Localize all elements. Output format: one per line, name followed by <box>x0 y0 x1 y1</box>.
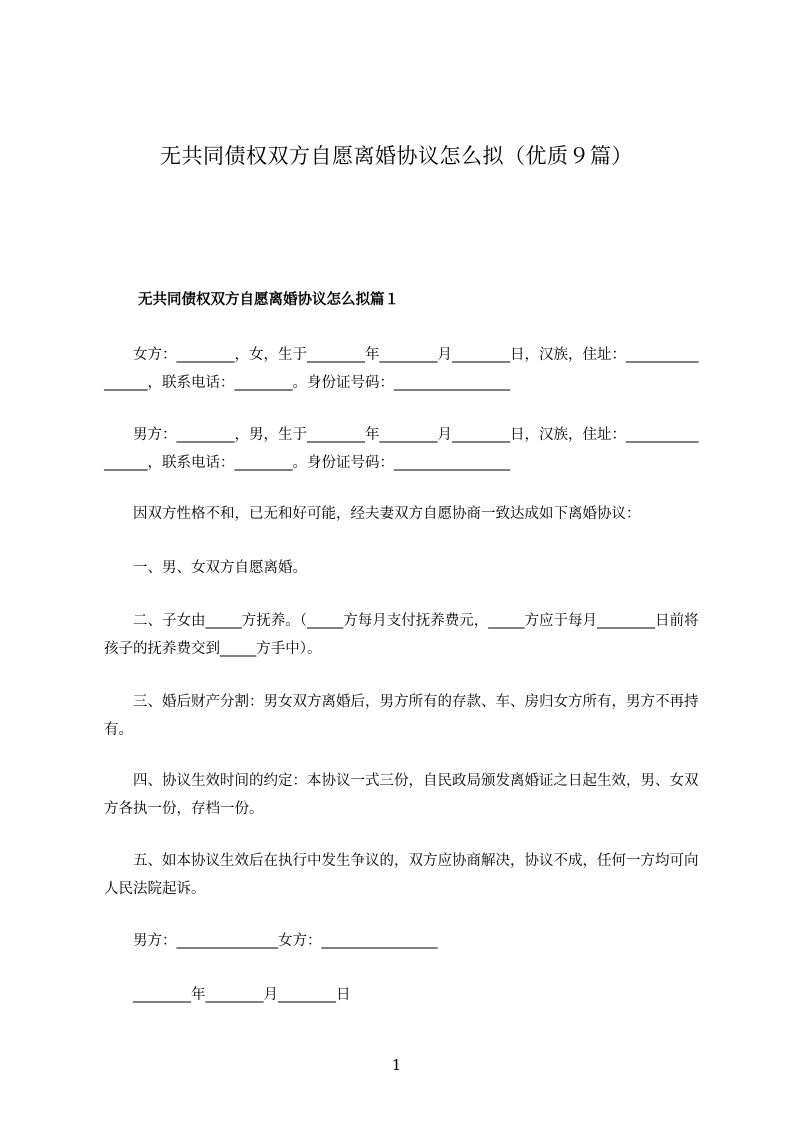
paragraph-clause-1: 一、男、女双方自愿离婚。 <box>104 560 307 576</box>
paragraph-clause-5: 五、如本协议生效后在执行中发生争议的，双方应协商解决，协议不成，任何一方均可向人民法院起诉。 <box>104 853 699 897</box>
page-number: 1 <box>391 1056 402 1074</box>
paragraph-clause-2: 二、子女由_____方抚养。（_____方每月支付抚养费元，_____方应于每月________日前将孩子的抚养费交到_____方手中）。 <box>104 613 699 657</box>
paragraph-clause-3: 三、婚后财产分割：男女双方离婚后，男方所有的存款、车、房归女方所有，男方不再持有。 <box>104 694 699 738</box>
signature-line: 男方：______________女方：________________ <box>104 933 438 949</box>
paragraph-male-party: 男方：________，男，生于________年________月________日，汉族，住址：________________，联系电话：________。身份证号码：________________ <box>104 427 699 471</box>
paragraph-female-party: 女方：________，女，生于________年________月________日，汉族，住址：________________，联系电话：________。身份证号码：________________ <box>104 347 699 391</box>
paragraph-intro: 因双方性格不和，已无和好可能，经夫妻双方自愿协商一致达成如下离婚协议： <box>104 506 641 522</box>
section-heading: 无共同债权双方自愿离婚协议怎么拟篇１ <box>138 292 399 308</box>
date-line: ________年________月________日 <box>104 987 351 1003</box>
document-title: 无共同债权双方自愿离婚协议怎么拟（优质９篇） <box>160 144 633 168</box>
paragraph-clause-4: 四、协议生效时间的约定：本协议一式三份，自民政局颁发离婚证之日起生效，男、女双方各执一份，存档一份。 <box>104 773 699 817</box>
